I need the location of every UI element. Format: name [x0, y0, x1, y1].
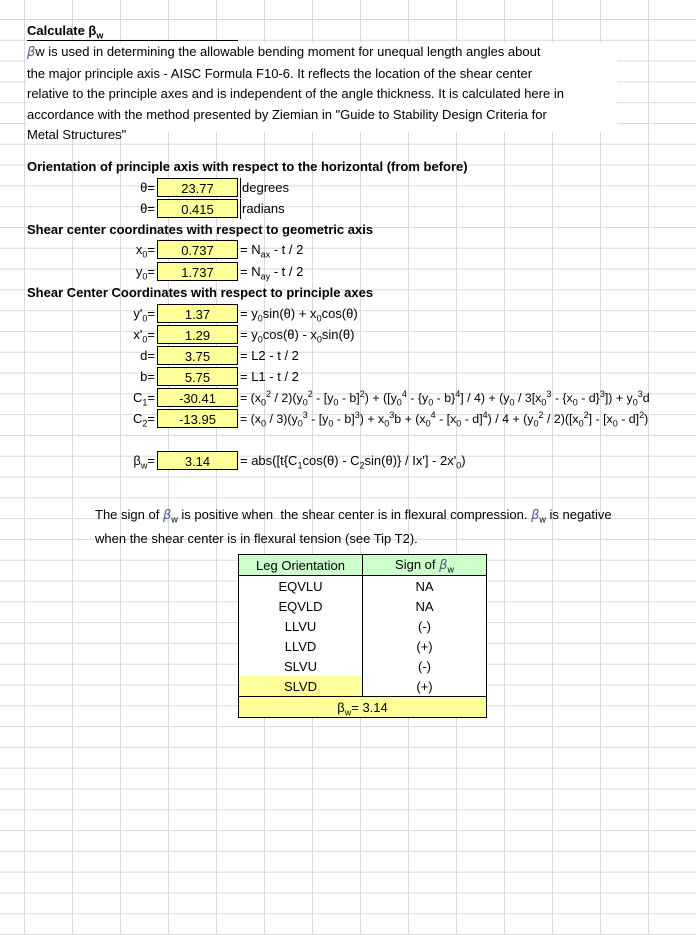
yp0-value[interactable]: 1.37 [157, 304, 238, 323]
x0-value[interactable]: 0.737 [157, 240, 238, 259]
shear-geo-heading: Shear center coordinates with respect to geometric axis [27, 222, 374, 237]
sign-cell: (+) [363, 636, 487, 656]
bw-value[interactable]: 3.14 [157, 451, 238, 470]
sign-cell: (+) [363, 676, 487, 697]
yp0-formula: = $y_0\sin(\theta) + x_0\cos(\theta)$ [240, 306, 358, 324]
bw-result-row [239, 697, 487, 718]
y0-formula: = $N_{ay}$ - t / 2 [240, 264, 304, 282]
c1-formula: = $(x_0^2 / 2)(y_0^2 - [y_0 - b]^2) + ([y_0^4 - \{y_0 - b\}^4] / 4) + (y_0 / 3[x_0^3 - \{x_0 - d\}^3]) + y_0^3d$ [240, 388, 650, 408]
sign-cell: (-) [363, 656, 487, 676]
b-value[interactable]: 5.75 [157, 367, 238, 386]
theta-deg-unit: degrees [240, 178, 289, 198]
sign-cell: NA [363, 596, 487, 616]
table-row [239, 576, 487, 597]
intro-line-2: the major principle axis - AISC Formula F10-6. It reflects the location of the shear center [27, 65, 533, 81]
intro-line-3: relative to the principle axes and is independent of the angle thickness. It is calculated here in [27, 86, 564, 102]
theta-deg-label: θ= [140, 180, 155, 195]
sign-note: The sign of $\beta_w$ is positive when the shear center is in flexural compression. $\beta_w$ is negative when the shear center is in flexural tension (see Tip T2). [95, 507, 612, 546]
c2-value[interactable]: -13.95 [157, 409, 238, 428]
leg-cell: SLVU [239, 656, 363, 676]
bw-label: $\beta_w=$ [133, 453, 155, 471]
bw-formula: = $abs([t\{C_1\cos(\theta) - C_2\sin(\theta)\} / Ix'] - 2x'_0)$ [240, 453, 466, 471]
xp0-label: $x'_0=$ [133, 327, 155, 345]
table-row [239, 616, 487, 636]
y0-value[interactable]: 1.737 [157, 262, 238, 281]
d-formula: = L2 - t / 2 [240, 348, 299, 363]
beta-symbol: β [439, 558, 448, 573]
sign-cell: (-) [363, 616, 487, 636]
x0-formula: = $N_{ax}$ - t / 2 [240, 242, 304, 260]
leg-cell: LLVD [239, 636, 363, 656]
yp0-label: $y'_0=$ [133, 306, 155, 324]
c2-formula: = $(x_0 / 3)(y_0^3 - [y_0 - b]^3) + x_0^3b + (x_0^4 - [x_0 - d]^4) / 4 + (y_0^2 / 2)([x_0^2] - [x_0 - d]^2)$ [240, 409, 649, 429]
xp0-formula: = $y_0\cos(\theta) - x_0\sin(\theta)$ [240, 327, 355, 345]
intro-line-4: accordance with the method presented by Ziemian in "Guide to Stability Design Criteria for [27, 106, 547, 122]
leg-orientation-table [238, 554, 487, 718]
d-value[interactable]: 3.75 [157, 346, 238, 365]
intro-line-1: βw is used in determining the allowable bending moment for unequal length angles about [27, 44, 541, 60]
leg-cell: LLVU [239, 616, 363, 636]
section-title: Calculate $\beta_w$ [27, 22, 238, 41]
y0-label: $y_0=$ [135, 264, 155, 282]
theta-deg-value[interactable]: 23.77 [157, 178, 238, 197]
sign-cell: NA [363, 576, 487, 597]
leg-cell: SLVD [239, 676, 363, 697]
beta-symbol: β [531, 508, 540, 523]
beta-symbol: β [27, 45, 36, 60]
theta-rad-label: θ= [140, 201, 155, 216]
intro-line-5: Metal Structures" [27, 127, 127, 143]
table-row [239, 596, 487, 616]
x0-label: $x_0=$ [135, 242, 155, 260]
theta-rad-unit: radians [240, 199, 285, 219]
b-label: b= [140, 369, 155, 384]
table-row [239, 656, 487, 676]
leg-cell: EQVLD [239, 596, 363, 616]
c2-label: $C_2=$ [133, 411, 155, 429]
bw-result-cell: $\beta_w= 3.14$ [239, 697, 487, 718]
table-row [239, 676, 487, 697]
theta-rad-value[interactable]: 0.415 [157, 199, 238, 218]
shear-principle-heading: Shear Center Coordinates with respect to principle axes [27, 285, 374, 300]
intro-paragraph [27, 42, 617, 143]
d-label: d= [140, 348, 155, 363]
header-sign-of-bw: Sign of $\beta_w$ [363, 555, 487, 576]
c1-value[interactable]: -30.41 [157, 388, 238, 407]
c1-label: $C_1=$ [133, 390, 155, 408]
header-leg-orientation: Leg Orientation [239, 555, 363, 576]
table-header-row [239, 555, 487, 576]
table-row [239, 636, 487, 656]
leg-cell: EQVLU [239, 576, 363, 597]
orientation-heading: Orientation of principle axis with respect to the horizontal (from before) [27, 159, 468, 174]
xp0-value[interactable]: 1.29 [157, 325, 238, 344]
beta-symbol: β [162, 508, 172, 523]
b-formula: = L1 - t / 2 [240, 369, 299, 384]
